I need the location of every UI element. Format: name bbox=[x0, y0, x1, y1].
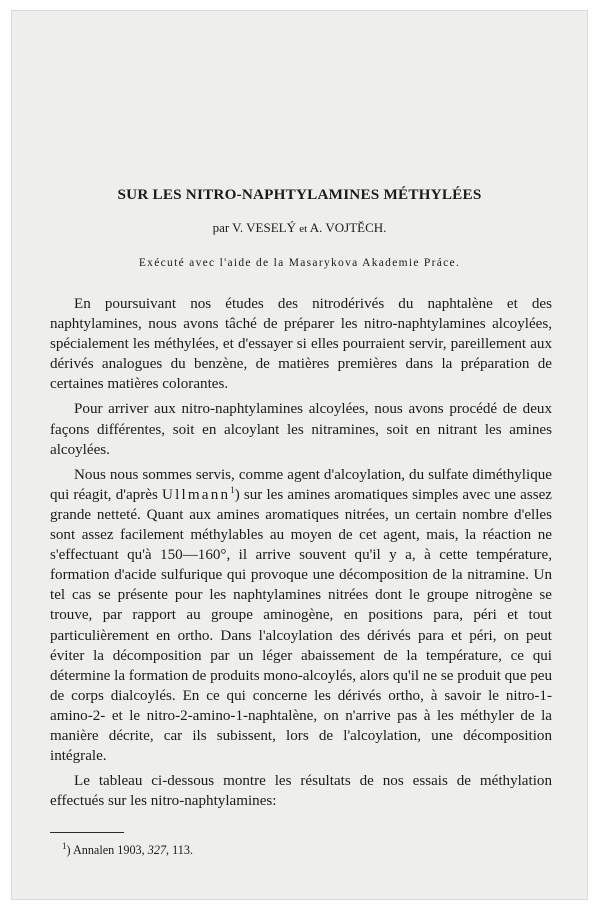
cited-author: Ullmann bbox=[161, 486, 231, 503]
article-body bbox=[50, 294, 552, 816]
article-authors bbox=[11, 220, 588, 236]
footnote-divider bbox=[50, 832, 124, 833]
footnote: $^1$) Annalen 1903, 327, 113. bbox=[62, 840, 194, 857]
article-title: SUR LES NITRO-NAPHTYLAMINES MÉTHYLÉES bbox=[117, 186, 482, 203]
funding-note: Exécuté avec l'aide de la Masarykova Akademie Práce. bbox=[138, 257, 461, 269]
paragraph-2: Pour arriver aux nitro-naphtylamines alcoylées, nous avons procédé de deux façons différentes, soit en alcoylant les nitramines, soit en nitrant les amines alcoylées. bbox=[50, 401, 552, 458]
footnote-ref: 1 bbox=[230, 484, 235, 495]
author-vesely: par V. VESELÝ bbox=[212, 220, 296, 235]
footnote-source: Annalen 1903, bbox=[72, 843, 145, 857]
paragraph-1: En poursuivant nos études des nitrodérivés du naphtalène et des naphtylamines, nous avons tâché de préparer les nitro-naphtylamines alcoylées, spécialement les méthylées, et d'essayer si elles pourraient servir, pareillement aux dérivés analogues du benzène, de matières premières dans la préparation de certaines matières colorantes. bbox=[50, 296, 552, 393]
footnote-volume: 327 bbox=[147, 843, 167, 857]
authors-conjunction: et bbox=[299, 223, 308, 235]
footnote-marker: 1 bbox=[62, 840, 67, 851]
paragraph-3: Nous nous sommes servis, comme agent d'alcoylation, du sulfate diméthylique qui réagit, d'après Ullmann$^1$) sur les amines aromatiques simples avec une assez grande netteté. Quant aux amines aromatiques nitrées, un certain nombre d'elles sont assez facilement méthylables au moyen de cet agent, mais, la réaction ne s'effectuant qu'à 150—160°, il arrive souvent qu'il y a, à cette température, formation d'acide sulfurique qui provoque une décomposition de la nitramine. Un tel cas se présente pour les naphtylamines nitrées dont le groupe nitrogène se trouve, par rapport au groupe aminogène, en positions para, péri et tout particulièrement en ortho. Dans l'alcoylation des dérivés para et péri, on peut éviter la décomposition par un léger abaissement de la température, ce qui détermine la formation de produits mono-alcoylés, alors qu'il ne se produit que peu de corps dialcoylés. En ce qui concerne les dérivés ortho, à savoir le nitro-1-amino-2- et le nitro-2-amino-1-naphtalène, on n'arrive pas à les méthyler de la manière décrite, car ils subissent, lors de l'alcoylation, une décomposition intégrale. bbox=[50, 466, 552, 765]
paragraph-4: Le tableau ci-dessous montre les résultats de nos essais de méthylation effectués sur les nitro-naphtylamines: bbox=[50, 773, 552, 810]
author-vojtech: A. VOJTĚCH. bbox=[309, 220, 387, 235]
footnote-pages: , 113. bbox=[166, 843, 194, 857]
